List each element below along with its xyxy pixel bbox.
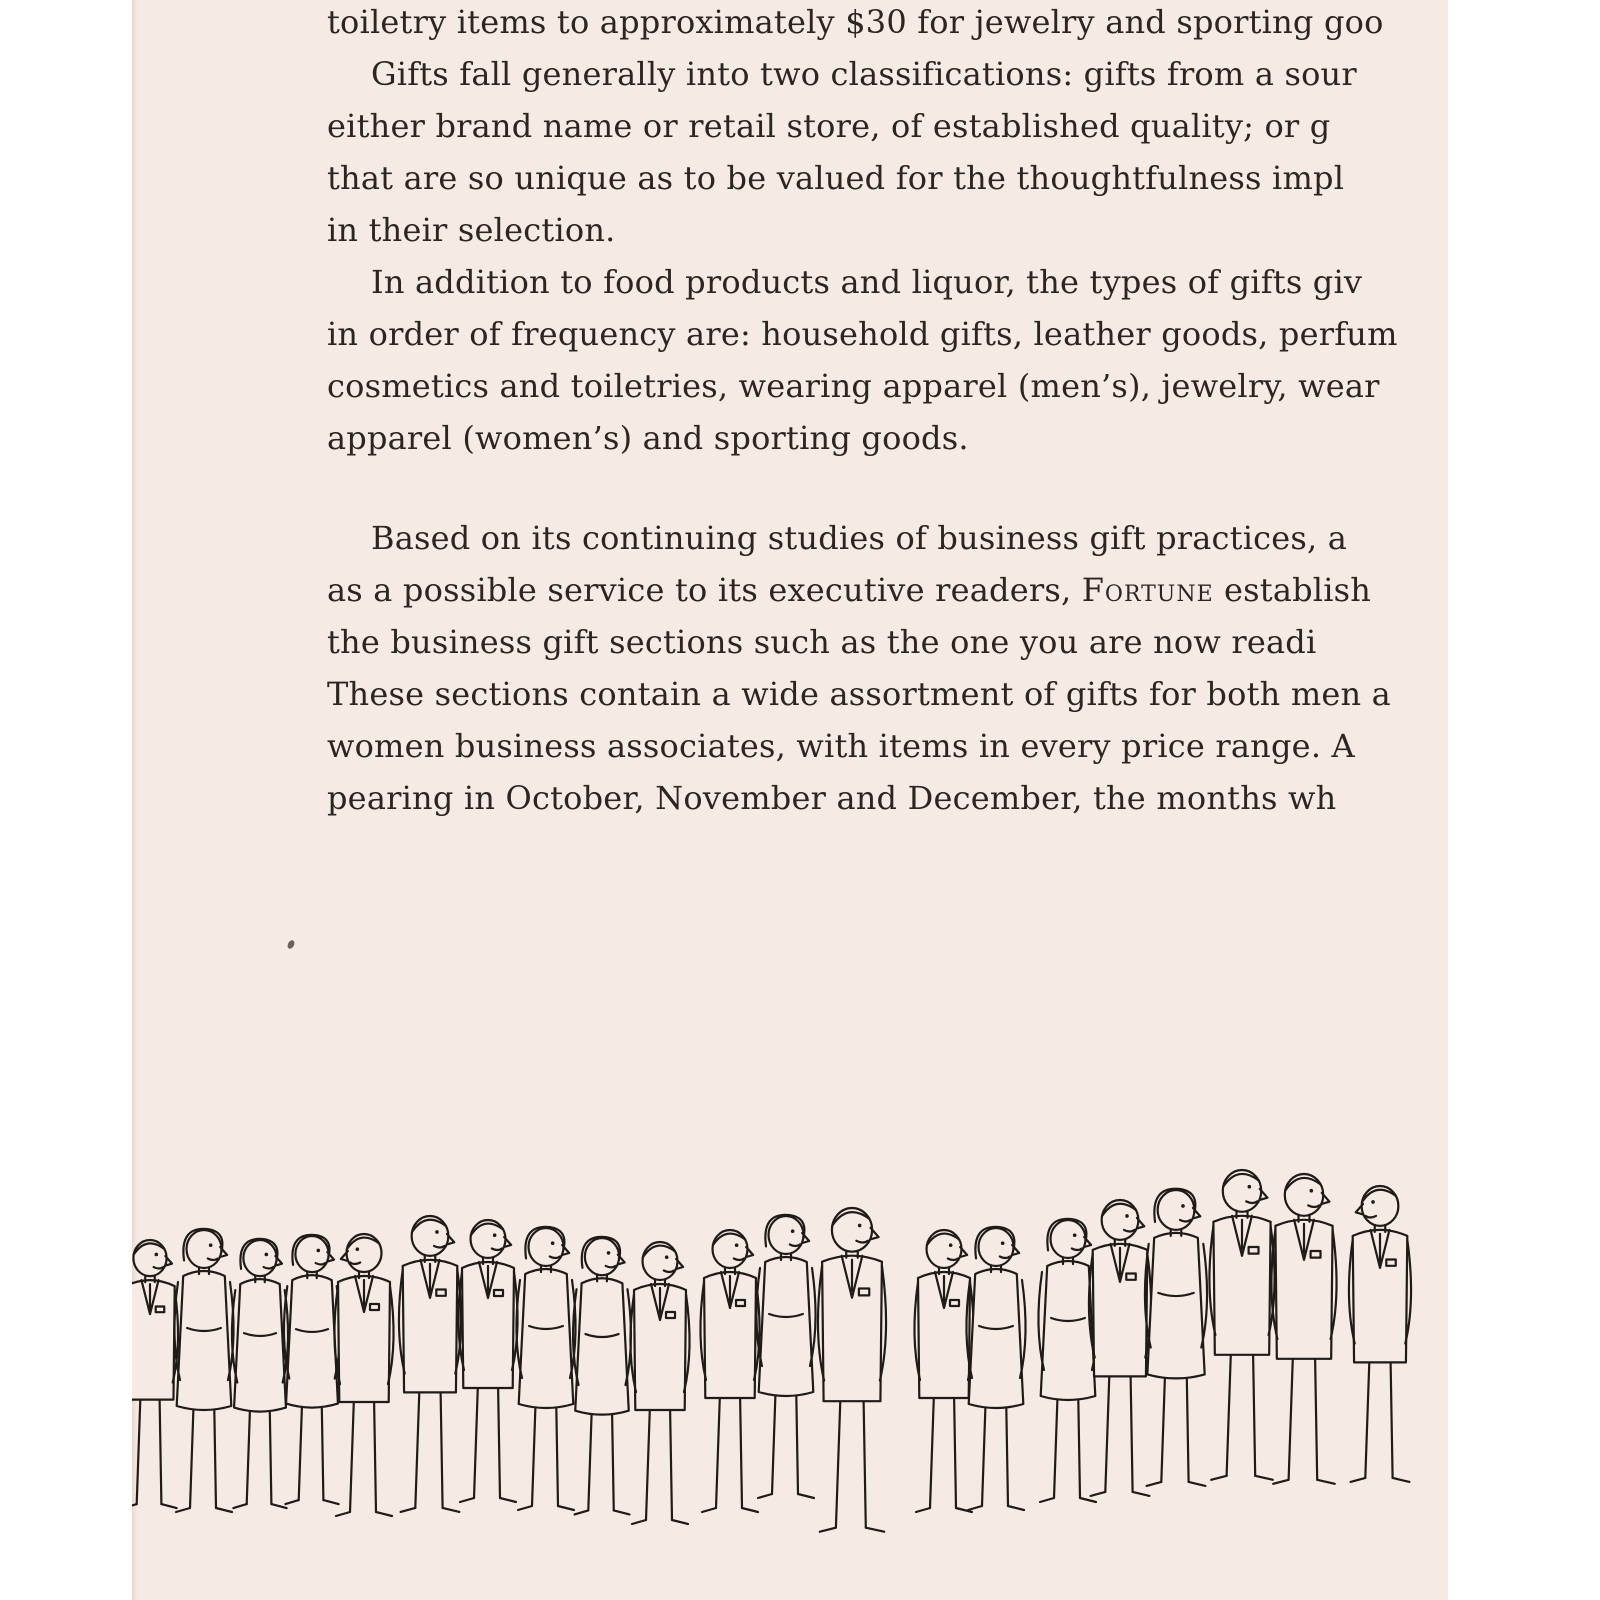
ink-speck [286, 939, 296, 950]
fortune-brand-name: Fortune [1081, 571, 1214, 609]
text-line: These sections contain a wide assortment of gifts for both men a [327, 675, 1391, 713]
magazine-page [132, 0, 1448, 1600]
text-line: toiletry items to approximately $30 for jewelry and sporting goo [327, 3, 1384, 41]
text-line [327, 564, 1448, 616]
man-figure [1089, 1200, 1151, 1496]
woman-figure [573, 1237, 631, 1515]
man-figure [914, 1230, 973, 1512]
woman-figure [516, 1227, 575, 1510]
woman-figure [756, 1215, 815, 1498]
woman-figure [1145, 1189, 1207, 1486]
text-line: in their selection. [327, 211, 616, 249]
text-line: pearing in October, November and December, the months wh [327, 779, 1337, 817]
text-line: the business gift sections such as the one you are now readi [327, 623, 1317, 661]
woman-figure [174, 1229, 233, 1512]
text-fragment: establish [1213, 571, 1372, 609]
man-figure [630, 1242, 689, 1524]
text-line: Based on its continuing studies of business gift practices, a [371, 519, 1348, 557]
article-text [327, 0, 1448, 824]
man-figure [458, 1220, 517, 1502]
text-line: in order of frequency are: household gifts, leather goods, perfum [327, 315, 1398, 353]
man-figure [399, 1216, 461, 1512]
paragraph-gap [327, 464, 1448, 512]
paragraph-2 [327, 512, 1448, 824]
paragraph-1 [327, 0, 1448, 464]
man-figure [1209, 1170, 1274, 1480]
man-figure [132, 1240, 178, 1508]
text-line: cosmetics and toiletries, wearing apparel (men’s), jewelry, wear [327, 367, 1380, 405]
woman-figure [1038, 1219, 1097, 1502]
man-figure [334, 1234, 393, 1516]
woman-figure [232, 1239, 288, 1508]
text-line: women business associates, with items in every price range. A [327, 727, 1355, 765]
man-figure [1349, 1186, 1411, 1482]
text-line: that are so unique as to be valued for the thoughtfulness impl [327, 159, 1345, 197]
woman-figure [284, 1235, 340, 1504]
crowd-illustration [132, 1150, 1448, 1550]
man-figure [700, 1230, 759, 1512]
text-line: either brand name or retail store, of established quality; or g [327, 107, 1331, 145]
text-fragment: as a possible service to its executive readers, [327, 571, 1082, 609]
man-figure [1271, 1174, 1336, 1484]
text-line: apparel (women’s) and sporting goods. [327, 419, 969, 457]
man-figure [818, 1208, 886, 1532]
text-line: In addition to food products and liquor, the types of gifts giv [371, 263, 1363, 301]
text-line: Gifts fall generally into two classifications: gifts from a sour [371, 55, 1357, 93]
woman-figure [966, 1227, 1025, 1510]
